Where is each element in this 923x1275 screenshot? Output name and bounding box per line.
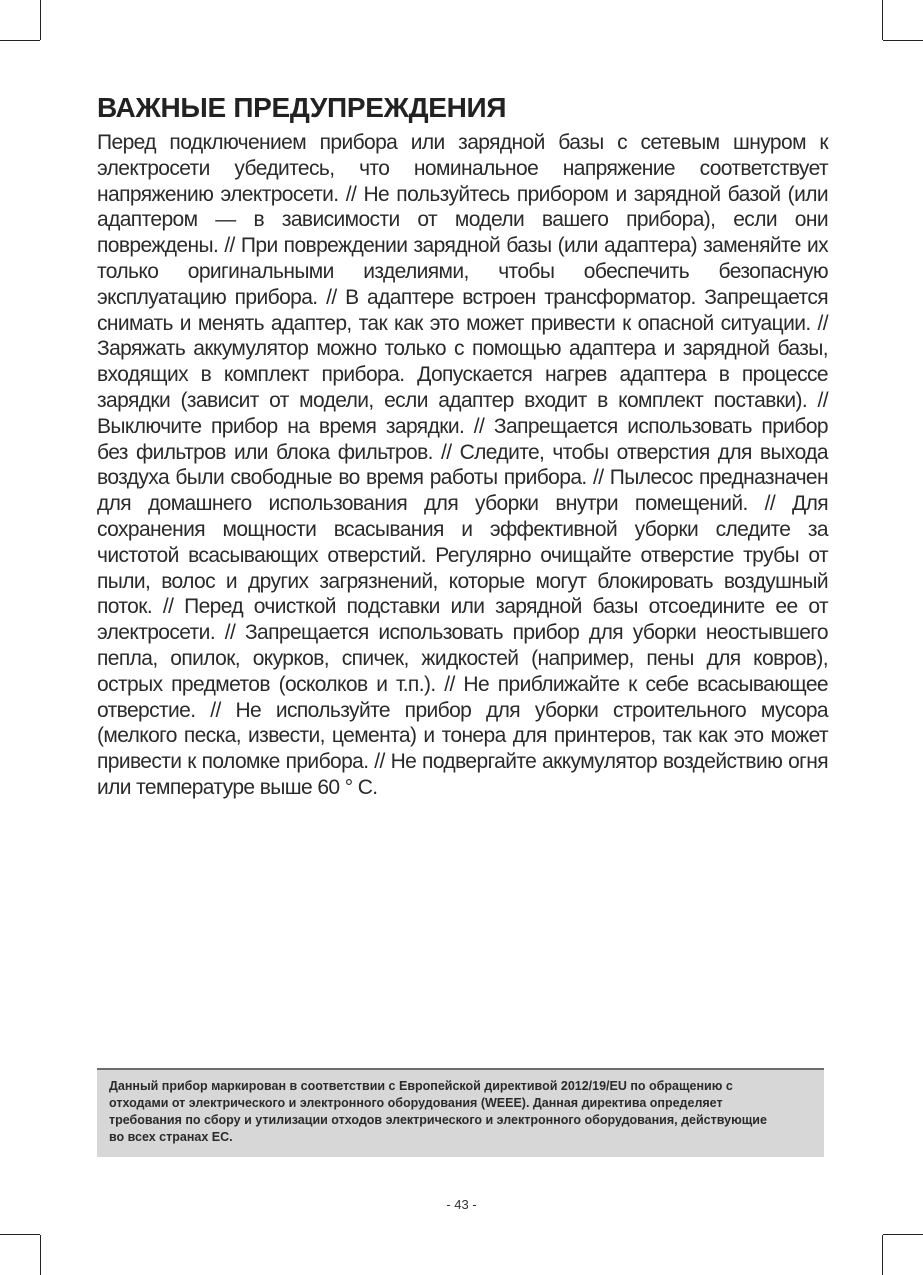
weee-notice-box [97,1068,824,1157]
crop-mark-top-left-vertical [40,0,41,40]
page-number: - 43 - [446,1197,477,1212]
warnings-body-text: Перед подключением прибора или зарядной базы с сетевым шнуром к электросети убедитесь, что номинальное напряжение соответствует напряжению электросети. // Не пользуйтесь прибором и зарядной базой (или адаптером — в зависимости от модели вашего прибора), если они повреждены. // При повреждении зарядной базы (или адаптера) заменяйте их только оригинальными изделиями, чтобы обеспечить безопасную эксплуатацию прибора. // В адаптере встроен трансформатор. Запрещается снимать и менять адаптер, так как это может привести к опасной ситуации. // Заряжать аккумулятор можно только с помощью адаптера и зарядной базы, входящих в комплект прибора. Допускается нагрев адаптера в процессе зарядки (зависит от модели, если адаптер входит в комплект поставки). // Выключите прибор на время зарядки. // Запрещается использовать прибор без фильтров или блока фильтров. // Следите, чтобы отверстия для выхода воздуха были свободные во время работы прибора. // Пылесос предназначен для домашнего использования для уборки внутри помещений. // Для сохранения мощности всасывания и эффективной уборки следите за чистотой всасывающих отверстий. Регулярно очищайте отверстие трубы от пыли, волос и других загрязнений, которые могут блокировать воздушный поток. // Перед очисткой подставки или зарядной базы отсоедините ее от электросети. // Запрещается использовать прибор для уборки неостывшего пепла, опилок, окурков, спичек, жидкостей (например, пены для ковров), острых предметов (осколков и т.п.). // Не приближайте к себе всасывающее отверстие. // Не используйте прибор для уборки строительного мусора (мелкого песка, извести, цемента) и тонера для принтеров, так как это может привести к поломке прибора. // Не подвергайте аккумулятор воздействию огня или температуре выше 60 ° С. [97,131,828,799]
page-title: ВАЖНЫЕ ПРЕДУПРЕЖДЕНИЯ [97,92,507,123]
crop-mark-top-left-horizontal [0,40,40,41]
crop-mark-bottom-right-vertical [882,1235,883,1275]
crop-mark-bottom-left-vertical [40,1235,41,1275]
crop-mark-bottom-right-horizontal [883,1234,923,1235]
weee-notice-text: Данный прибор маркирован в соответствии с Европейской директивой 2012/19/EU по обращению с отходами от электрического и электронного оборудования (WEEE). Данная директива определяет требования по сбору и утилизации отходов электрического и электронного оборудования, действующие во всех странах ЕС. [109,1079,767,1144]
crop-mark-bottom-left-horizontal [0,1234,40,1235]
crop-mark-top-right-vertical [882,0,883,40]
crop-mark-top-right-horizontal [883,40,923,41]
